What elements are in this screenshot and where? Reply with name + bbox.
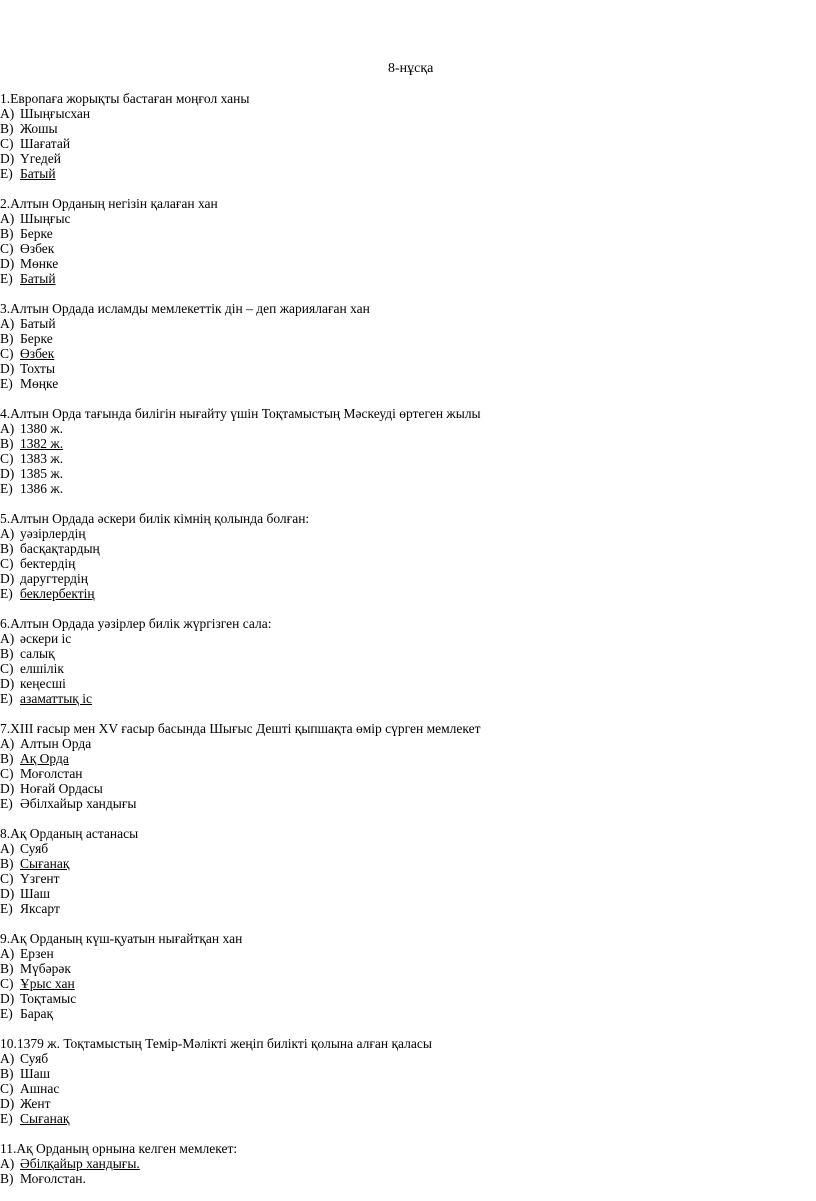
- option-letter: B): [0, 541, 14, 556]
- question-block: [0, 721, 810, 811]
- option-text: Суяб: [20, 841, 49, 856]
- answer-option: [0, 661, 810, 676]
- option-text: Батый: [20, 271, 56, 286]
- answer-option: [0, 1096, 810, 1111]
- answer-option: [0, 781, 810, 796]
- answer-option: [0, 901, 810, 916]
- option-letter: A): [0, 421, 15, 436]
- answer-option-correct: [0, 1111, 810, 1126]
- option-text: Алтын Орда: [20, 736, 92, 751]
- option-text: 1386 ж.: [20, 481, 64, 496]
- answer-option: [0, 121, 810, 136]
- answer-option: [0, 766, 810, 781]
- answer-option: [0, 1051, 810, 1066]
- answer-option-correct: [0, 976, 810, 991]
- question-block: [0, 406, 810, 496]
- option-letter: C): [0, 1081, 14, 1096]
- option-text: Моғолстан: [20, 766, 83, 781]
- option-text: 1382 ж.: [20, 436, 64, 451]
- option-text: даругтердің: [20, 571, 89, 586]
- option-letter: D): [0, 886, 15, 901]
- option-text: Шағатай: [20, 136, 71, 151]
- question-block: [0, 826, 810, 916]
- answer-option: [0, 331, 810, 346]
- answer-option: [0, 946, 810, 961]
- option-letter: D): [0, 676, 15, 691]
- option-letter: A): [0, 841, 15, 856]
- option-text: Шаш: [20, 886, 51, 901]
- option-text: кеңесші: [20, 676, 66, 691]
- option-letter: D): [0, 571, 15, 586]
- option-text: Ерзен: [20, 946, 54, 961]
- option-letter: E): [0, 586, 13, 601]
- option-text: Тоқтамыс: [20, 991, 77, 1006]
- answer-option: [0, 211, 810, 226]
- option-text: Мөңке: [20, 376, 59, 391]
- question-block: [0, 616, 810, 706]
- option-text: бектердің: [20, 556, 76, 571]
- question-text: 6.Алтын Ордада уәзірлер билік жүргізген сала:: [0, 616, 272, 631]
- question-list: [0, 91, 810, 1201]
- question-block: [0, 91, 810, 181]
- option-letter: E): [0, 166, 13, 181]
- option-letter: C): [0, 976, 14, 991]
- option-text: Сығанақ: [20, 1111, 70, 1126]
- question-text: 5.Алтын Ордада әскери билік кімнің қолында болған:: [0, 511, 310, 526]
- option-text: елшілік: [20, 661, 64, 676]
- option-letter: C): [0, 661, 14, 676]
- answer-option: [0, 226, 810, 241]
- option-letter: A): [0, 316, 15, 331]
- answer-option: [0, 871, 810, 886]
- option-letter: B): [0, 646, 14, 661]
- option-letter: C): [0, 136, 14, 151]
- option-text: Моғолстан.: [20, 1171, 86, 1186]
- answer-option: [0, 646, 810, 661]
- option-letter: A): [0, 1156, 15, 1171]
- option-letter: E): [0, 901, 13, 916]
- answer-option: [0, 736, 810, 751]
- answer-option: [0, 991, 810, 1006]
- answer-option: [0, 676, 810, 691]
- option-text: Мүбәрәк: [20, 961, 71, 976]
- option-text: Яксарт: [20, 901, 60, 916]
- option-letter: E): [0, 691, 13, 706]
- option-text: Үзгент: [20, 871, 60, 886]
- option-text: Батый: [20, 316, 56, 331]
- question-text: 3.Алтын Ордада исламды мемлекеттік дін – деп жариялаған хан: [0, 301, 370, 316]
- answer-option: [0, 1066, 810, 1081]
- question-block: [0, 1036, 810, 1126]
- question-text: 9.Ақ Орданың күш-қуатын нығайтқан хан: [0, 931, 243, 946]
- option-letter: A): [0, 736, 15, 751]
- option-letter: E): [0, 376, 13, 391]
- option-text: 1385 ж.: [20, 466, 64, 481]
- option-letter: B): [0, 1171, 14, 1186]
- answer-option: [0, 1171, 810, 1186]
- question-block: [0, 301, 810, 391]
- answer-option: [0, 451, 810, 466]
- option-letter: B): [0, 331, 14, 346]
- option-text: Өзбек: [20, 346, 55, 361]
- option-letter: D): [0, 256, 15, 271]
- answer-option: [0, 361, 810, 376]
- option-letter: E): [0, 796, 13, 811]
- option-text: 1380 ж.: [20, 421, 64, 436]
- option-text: Ақ Орда: [20, 751, 69, 766]
- answer-option-correct: [0, 1156, 810, 1171]
- answer-option: [0, 466, 810, 481]
- answer-option: [0, 241, 810, 256]
- option-text: Мөнке: [20, 256, 59, 271]
- answer-option: [0, 841, 810, 856]
- option-text: Ұрыс хан: [20, 976, 75, 991]
- answer-option: [0, 376, 810, 391]
- option-text: басқақтардың: [20, 541, 100, 556]
- option-text: әскери іс: [20, 631, 72, 646]
- option-text: беклербектің: [20, 586, 95, 601]
- answer-option: [0, 316, 810, 331]
- option-text: азаматтық іс: [20, 691, 92, 706]
- option-letter: A): [0, 211, 15, 226]
- option-text: Өзбек: [20, 241, 55, 256]
- option-text: Әбілхайыр хандығы: [20, 796, 137, 811]
- option-letter: D): [0, 781, 15, 796]
- question-text: 2.Алтын Орданың негізін қалаған хан: [0, 196, 218, 211]
- answer-option: [0, 631, 810, 646]
- option-letter: B): [0, 1066, 14, 1081]
- answer-option-correct: [0, 436, 810, 451]
- answer-option-correct: [0, 166, 810, 181]
- answer-option-correct: [0, 691, 810, 706]
- option-letter: A): [0, 631, 15, 646]
- option-letter: A): [0, 106, 15, 121]
- option-letter: C): [0, 871, 14, 886]
- answer-option: [0, 256, 810, 271]
- answer-option: [0, 421, 810, 436]
- answer-option: [0, 1006, 810, 1021]
- option-letter: D): [0, 991, 15, 1006]
- option-letter: C): [0, 241, 14, 256]
- question-text: 4.Алтын Орда тағында билігін нығайту үшін Тоқтамыстың Мәскеуді өртеген жылы: [0, 406, 481, 421]
- option-text: Ноғай Ордасы: [20, 781, 103, 796]
- option-letter: D): [0, 466, 15, 481]
- option-letter: D): [0, 361, 15, 376]
- answer-option: [0, 136, 810, 151]
- question-block: [0, 931, 810, 1021]
- answer-option: [0, 541, 810, 556]
- option-letter: B): [0, 226, 14, 241]
- option-text: Берке: [20, 331, 53, 346]
- option-letter: E): [0, 271, 13, 286]
- option-letter: D): [0, 1096, 15, 1111]
- answer-option: [0, 556, 810, 571]
- option-text: Шыңғыс: [20, 211, 71, 226]
- question-text: 10.1379 ж. Тоқтамыстың Темір-Мәлікті жеңіп билікті қолына алған қаласы: [0, 1036, 432, 1051]
- option-text: Сығанақ: [20, 856, 70, 871]
- option-letter: C): [0, 556, 14, 571]
- question-text: 11.Ақ Орданың орнына келген мемлекет:: [0, 1141, 238, 1156]
- answer-option-correct: [0, 271, 810, 286]
- option-text: Әбілқайыр хандығы.: [20, 1156, 140, 1171]
- option-text: Тохты: [20, 361, 56, 376]
- option-letter: B): [0, 121, 14, 136]
- option-letter: A): [0, 946, 15, 961]
- answer-option-correct: [0, 346, 810, 361]
- option-letter: E): [0, 1006, 13, 1021]
- option-letter: C): [0, 451, 14, 466]
- question-text: 1.Европаға жорықты бастаған моңғол ханы: [0, 91, 250, 106]
- answer-option: [0, 481, 810, 496]
- option-text: Жент: [20, 1096, 51, 1111]
- option-text: Барақ: [20, 1006, 54, 1021]
- variant-title: 8-нұсқа: [388, 61, 434, 76]
- option-text: 1383 ж.: [20, 451, 64, 466]
- answer-option: [0, 961, 810, 976]
- option-letter: A): [0, 1051, 15, 1066]
- option-text: Суяб: [20, 1051, 49, 1066]
- answer-option: [0, 151, 810, 166]
- option-text: Берке: [20, 226, 53, 241]
- option-letter: A): [0, 526, 15, 541]
- option-letter: B): [0, 961, 14, 976]
- option-letter: B): [0, 751, 14, 766]
- option-letter: E): [0, 1111, 13, 1126]
- answer-option: [0, 571, 810, 586]
- option-text: уәзірлердің: [20, 526, 86, 541]
- option-text: Үгедей: [20, 151, 62, 166]
- answer-option: [0, 886, 810, 901]
- option-letter: B): [0, 436, 14, 451]
- answer-option-correct: [0, 751, 810, 766]
- option-text: Жошы: [20, 121, 58, 136]
- option-text: Батый: [20, 166, 56, 181]
- option-letter: B): [0, 856, 14, 871]
- answer-option-correct: [0, 586, 810, 601]
- question-block: [0, 511, 810, 601]
- answer-option: [0, 1081, 810, 1096]
- option-text: салық: [20, 646, 55, 661]
- answer-option-correct: [0, 856, 810, 871]
- question-block: [0, 196, 810, 286]
- option-letter: D): [0, 151, 15, 166]
- option-letter: C): [0, 346, 14, 361]
- option-text: Ашнас: [20, 1081, 60, 1096]
- option-letter: C): [0, 766, 14, 781]
- question-block: [0, 1141, 810, 1186]
- question-text: 7.XIII ғасыр мен XV ғасыр басында Шығыс Дешті қыпшақта өмір сүрген мемлекет: [0, 721, 481, 736]
- answer-option: [0, 796, 810, 811]
- option-letter: E): [0, 481, 13, 496]
- option-text: Шыңғысхан: [20, 106, 91, 121]
- answer-option: [0, 526, 810, 541]
- question-text: 8.Ақ Орданың астанасы: [0, 826, 139, 841]
- answer-option: [0, 106, 810, 121]
- option-text: Шаш: [20, 1066, 51, 1081]
